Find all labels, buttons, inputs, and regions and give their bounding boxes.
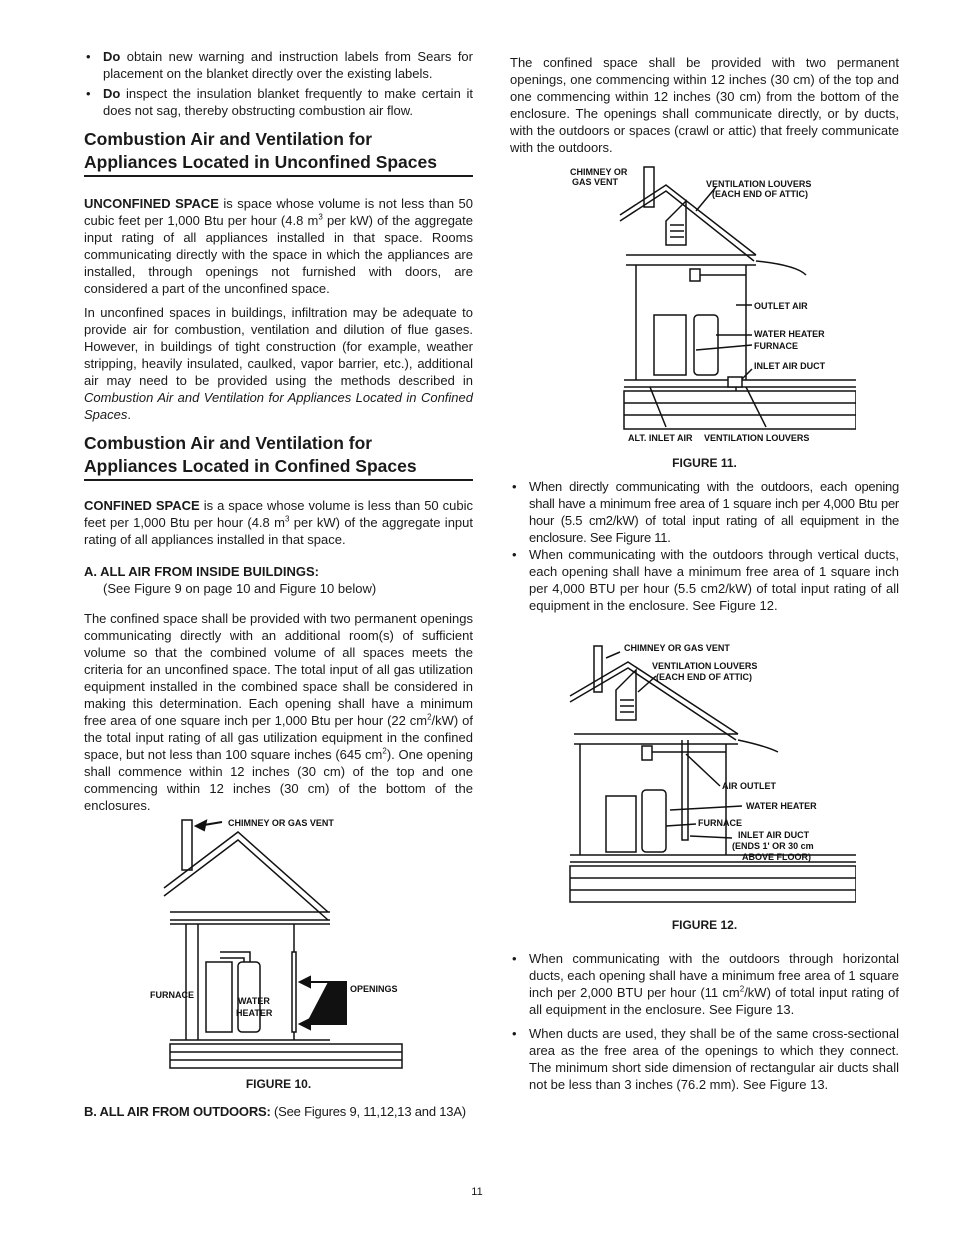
label-louvers-each-end: (EACH END OF ATTIC)	[656, 672, 752, 682]
section-heading: Combustion Air and Ventilation for Appliances Located in Unconfined Spaces	[84, 129, 437, 172]
label-furnace: FURNACE	[698, 818, 742, 828]
outdoor-intro-paragraph: The confined space shall be provided with two permanent openings, one commencing within 12 inches (30 cm) of the top and one commencing within 12 inches (30 cm) from the bottom of the enclosure. The openings shall communicate directly, or by ducts, with the outdoors or spaces (crawl or attic) that freely communicate with the outdoors.	[510, 55, 899, 155]
bullet-item: • Do inspect the insulation blanket frequently to make certain it does not sag, thereby obstructing combustion air flow.	[86, 86, 473, 118]
label-outlet-air: OUTLET AIR	[754, 301, 808, 311]
label-furnace: FURNACE	[150, 990, 194, 1000]
label-heater: HEATER	[236, 1008, 273, 1018]
bullet-item: • When communicating with the outdoors through vertical ducts, each opening shall have a minimum free area of 1 square inch per 4,000 BTU per hour (5.5 cm2/kW) of total input rating of all equipment in the enclosure. See Figure 12.	[512, 547, 899, 613]
figure-10-caption: FIGURE 10.	[245, 1077, 312, 1091]
left-column	[84, 48, 473, 814]
inside-air-paragraph: The confined space shall be provided with two permanent openings communicating directly with an additional room(s) of sufficient volume so that the combined volume of all spaces meets the criteria for an unconfined space. The total input of all gas utilization equipment installed in the combined space shall be considered in making this determination. Each opening shall have a minimum free area of one square inch per 1,000 Btu per hour (22 $cm^2/kW$) of the total input rating of all gas utilization equipment in the confined space, but not less than 100 square inches (645 $cm^2$). One opening shall commence within 12 inches (30 cm) of the top and one commencing within 12 inches (30 cm) of the bottom of the enclosures.	[84, 611, 473, 813]
figure-10-diagram	[150, 812, 420, 1072]
label-water-heater: WATER HEATER	[746, 801, 817, 811]
bullet-item: • Do obtain new warning and instruction labels from Sears for placement on the blanket directly over the existing labels.	[86, 49, 473, 81]
label-louvers-each-end: (EACH END OF ATTIC)	[712, 189, 808, 199]
bullet-item: • When directly communicating with the outdoors, each opening shall have a minimum free area of 1 square inch per 4,000 Btu per hour (5.5 cm2/kW) of total input rating of all equipment in the enclosure. See Figure 11.	[512, 479, 899, 545]
label-chimney: CHIMNEY OR GAS VENT	[624, 643, 730, 653]
section-a-title: A. ALL AIR FROM INSIDE BUILDINGS:	[84, 564, 319, 579]
confined-paragraph: CONFINED SPACE is a space whose volume is less than 50 cubic feet per 1,000 Btu per hour (4.8 $m^3$ per kW) of the aggregate input rating of all appliances installed in that space.	[84, 498, 473, 547]
label-inlet-air-duct: INLET AIR DUCT	[738, 830, 810, 840]
label-ventilation-louvers: VENTILATION LOUVERS	[704, 433, 810, 443]
section-a-ref: (See Figure 9 on page 10 and Figure 10 below)	[103, 581, 377, 596]
label-louvers: VENTILATION LOUVERS	[652, 661, 758, 671]
label-louvers: VENTILATION LOUVERS	[706, 179, 812, 189]
label-alt-inlet: ALT. INLET AIR	[628, 433, 693, 443]
label-inlet-air-duct: INLET AIR DUCT	[754, 361, 826, 371]
bullet-item: • When ducts are used, they shall be of the same cross-sectional area as the free area of the openings to which they connect. The minimum short side dimension of rectangular air ducts shall not be less than 3 inches (76.2 mm). See Figure 13.	[512, 1026, 899, 1092]
figure-11-caption: FIGURE 11.	[672, 456, 737, 470]
label-furnace: FURNACE	[754, 341, 798, 351]
label-water: WATER	[238, 996, 270, 1006]
bullet-item: • When communicating with the outdoors through horizontal ducts, each opening shall have a minimum free area of 1 square inch per 2,000 BTU per hour (11 $cm^2/kW$) of total input rating of all equipment in the enclosure. See Figure 13.	[512, 951, 900, 1017]
infiltration-paragraph: In unconfined spaces in buildings, infiltration may be adequate to provide air for combustion, ventilation and dilution of flue gases. However, in buildings of tight construction (for example, weather stripping, heavily insulated, caulked, vapor barrier, etc.), additional air may need to be provided using the methods described in Combustion Air and Ventilation for Appliances Located in Confined Spaces.	[84, 305, 473, 422]
section-b-line: B. ALL AIR FROM OUTDOORS: (See Figures 9, 11,12,13 and 13A)	[84, 1104, 466, 1119]
figure-12-diagram	[566, 640, 856, 905]
label-inlet-ends: (ENDS 1' OR 30 cm	[732, 841, 814, 851]
label-chimney: CHIMNEY OR GAS VENT	[228, 818, 334, 828]
heading-rule	[84, 175, 473, 177]
figure-12-caption: FIGURE 12.	[671, 918, 738, 932]
figure-11-diagram	[566, 165, 856, 447]
section-heading: Combustion Air and Ventilation for Appliances Located in Confined Spaces	[84, 433, 417, 476]
heading-rule	[84, 479, 473, 481]
right-column-middle	[510, 478, 899, 614]
right-column-bottom	[510, 950, 899, 1093]
right-column-top	[510, 54, 899, 156]
label-inlet-above-floor: ABOVE FLOOR)	[742, 852, 811, 862]
label-chimney: CHIMNEY OR	[570, 167, 628, 177]
label-gas-vent: GAS VENT	[572, 177, 619, 187]
page-number: 11	[471, 1186, 483, 1198]
label-openings: OPENINGS	[350, 984, 398, 994]
label-water-heater: WATER HEATER	[754, 329, 825, 339]
unconfined-paragraph: UNCONFINED SPACE is space whose volume is not less than 50 cubic feet per 1,000 Btu per hour (4.8 $m^3$ per kW) of the aggregate input rating of all appliances installed in that space. Rooms communicating directly with the space in which the appliances are installed, through openings not furnished with doors, are considered a part of the unconfined space.	[84, 196, 473, 296]
label-air-outlet: AIR OUTLET	[722, 781, 776, 791]
